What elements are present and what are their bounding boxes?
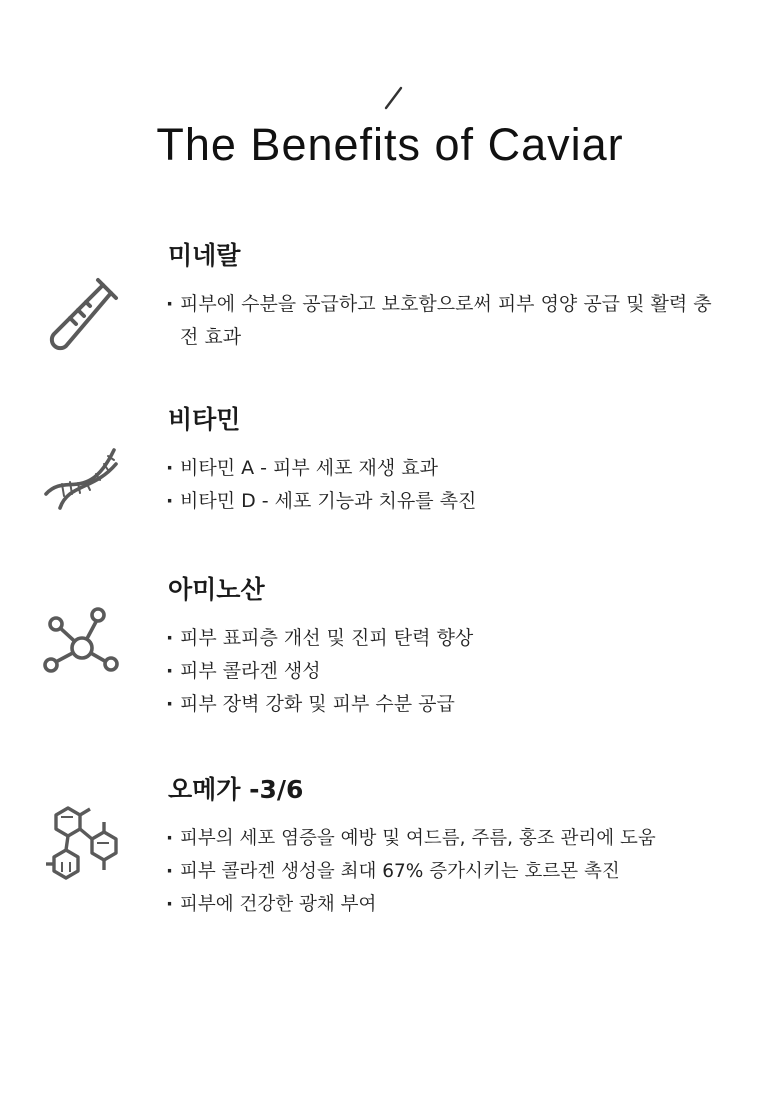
list-item: · 비타민 A - 피부 세포 재생 효과 (166, 452, 756, 485)
list-item: · 피부 장벽 강화 및 피부 수분 공급 (166, 688, 756, 721)
list-item: · 피부 콜라겐 생성 (166, 655, 756, 688)
page-title: The Benefits of Caviar (156, 119, 624, 170)
chemical-structure-icon (40, 804, 124, 888)
benefit-list (166, 622, 756, 721)
section-heading: 비타민 (168, 405, 241, 434)
section-heading: 아미노산 (168, 575, 265, 604)
list-item: · 피부 콜라겐 생성을 최대 67% 증가시키는 호르몬 촉진 (166, 855, 766, 888)
molecule-icon (40, 602, 124, 686)
benefit-list (166, 822, 766, 921)
list-item: · 피부의 세포 염증을 예방 및 여드름, 주름, 홍조 관리에 도움 (166, 822, 766, 855)
list-item: · 피부 표피층 개선 및 진피 탄력 향상 (166, 622, 756, 655)
test-tube-icon (40, 272, 124, 356)
benefit-list (166, 452, 756, 518)
benefit-list (166, 288, 756, 354)
section-heading: 오메가 -3/6 (168, 775, 304, 804)
dna-icon (40, 432, 124, 516)
list-item: · 피부에 건강한 광채 부여 (166, 888, 766, 921)
list-item: · 피부에 수분을 공급하고 보호함으로써 피부 영양 공급 및 활력 충전 효과 (166, 288, 720, 354)
section-heading: 미네랄 (168, 241, 241, 270)
list-item: · 비타민 D - 세포 기능과 치유를 촉진 (166, 485, 756, 518)
slash-accent-icon (384, 86, 404, 110)
